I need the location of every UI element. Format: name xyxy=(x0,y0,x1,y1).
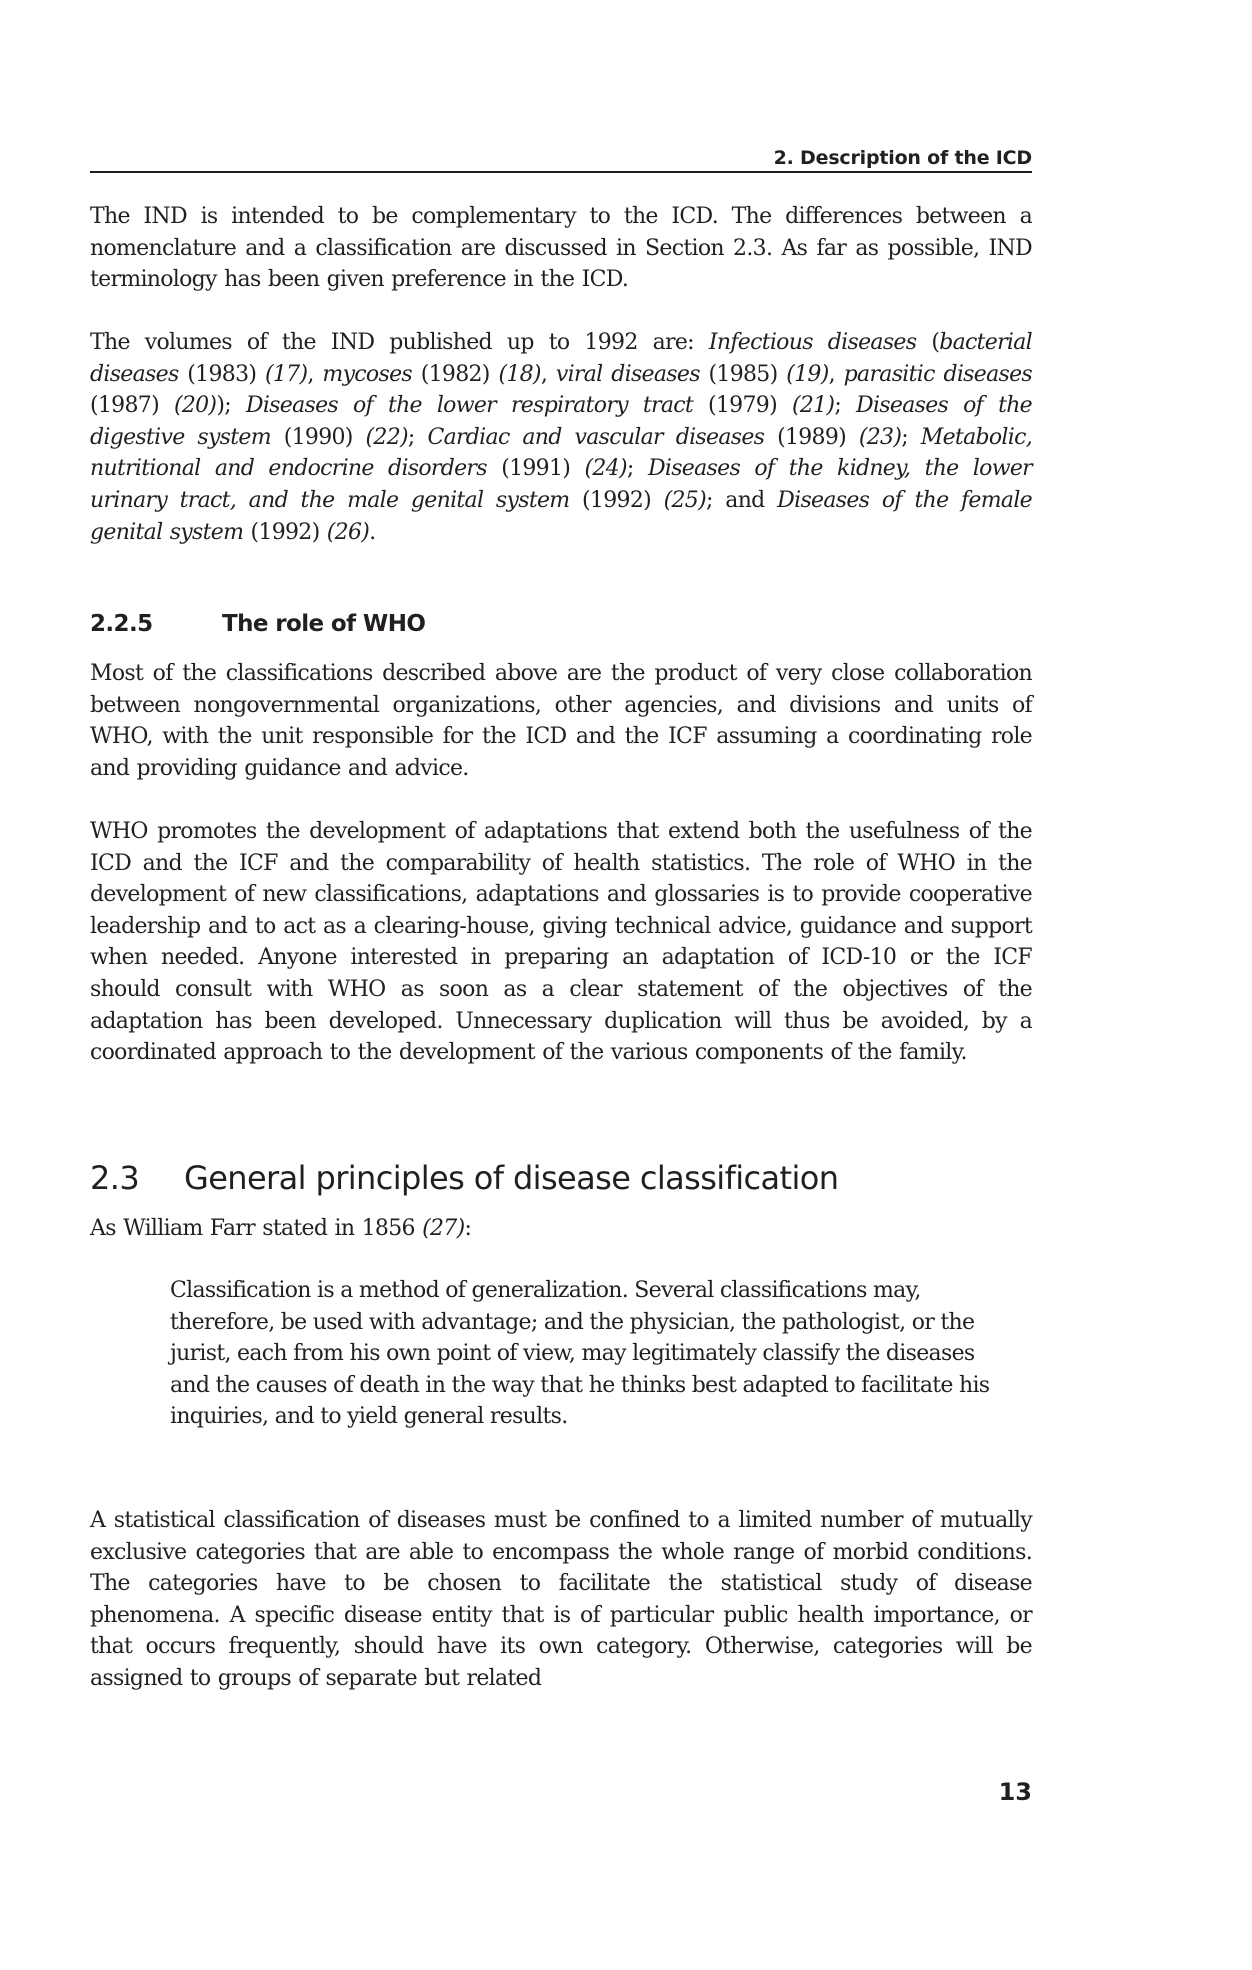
paragraph-ind-volumes: The volumes of the IND published up to 1992 are: Infectious diseases (bacterial diseases (1983) (17), mycoses (1982) (18), viral diseases (1985) (19), parasitic diseases (1987) (20)); Diseases of the lower respiratory tract (1979) (21); Diseases of the digestive system (1990) (22); Cardiac and vascular diseases (1989) (23); Metabolic, nutritional and endocrine disorders (1991) (24); Diseases of the kidney, the lower urinary tract, and the male genital system (1992) (25); and Diseases of the female genital system (1992) (26). xyxy=(90,330,1033,545)
title-parasitic-diseases: parasitic diseases xyxy=(843,361,1033,387)
title-digestive-system: Diseases of the digestive system xyxy=(90,393,1032,450)
reference-18: (18) xyxy=(498,361,541,387)
reference-20: (20) xyxy=(173,393,217,419)
p2-intro: The volumes of the IND published up to 1992 are: xyxy=(90,330,709,355)
section-number: 2.2.5 xyxy=(90,611,153,637)
title-kidney: Diseases of the kidney, the lower urinary tract, and the male genital system xyxy=(90,456,1032,513)
paragraph-classification-collaboration: Most of the classifications described above are the product of very close collaboration between nongovernmental organizations, other agencies, and divisions and units of WHO, with the unit responsible for the ICD and the ICF assuming a coordinating role and providing guidance and advice. xyxy=(90,661,1032,781)
title-lower-respiratory: Diseases of the lower respiratory tract xyxy=(245,393,694,419)
reference-17: (17) xyxy=(265,361,308,387)
section-number: 2.3 xyxy=(90,1159,140,1197)
section-title: General principles of disease classification xyxy=(184,1159,839,1197)
title-mycoses: mycoses xyxy=(322,361,412,387)
title-cardiac-vascular: Cardiac and vascular diseases xyxy=(427,424,765,450)
page-number: 13 xyxy=(998,1778,1032,1806)
title-female-genital: Diseases of the female genital system xyxy=(90,487,1032,545)
paragraph-who-promotes: WHO promotes the development of adaptations that extend both the usefulness of the ICD and the ICF and the comparability of health statistics. The role of WHO in the development of new classifications, adaptations and glossaries is to provide cooperative leadership and to act as a clearing-house, giving technical advice, guidance and support when needed. Anyone interested in preparing an adaptation of ICD-10 or the ICF should consult with WHO as soon as a clear statement of the objectives of the adaptation has been developed. Unnecessary duplication will thus be avoided, by a coordinated approach to the development of the various components of the family. xyxy=(90,819,1032,1066)
title-metabolic: Metabolic, nutritional and endocrine disorders xyxy=(90,424,1032,482)
reference-23: (23) xyxy=(858,424,902,450)
section-heading-2-2-5 xyxy=(90,611,425,637)
running-header: 2. Description of the ICD xyxy=(773,147,1032,169)
paragraph-ind-complementary: The IND is intended to be complementary to the ICD. The differences between a nomenclature and a classification are discussed in Section 2.3. As far as possible, IND terminology has been given preference in the ICD. xyxy=(90,204,1032,293)
reference-25: (25) xyxy=(663,487,706,513)
header-rule xyxy=(90,171,1032,173)
section-heading-2-3 xyxy=(90,1159,838,1197)
title-infectious-diseases: Infectious diseases xyxy=(708,330,917,355)
reference-22: (22) xyxy=(365,424,408,450)
reference-26: (26) xyxy=(326,519,370,545)
paragraph-farr-intro: As William Farr stated in 1856 (27): xyxy=(90,1216,472,1241)
paragraph-statistical-classification: A statistical classification of diseases must be confined to a limited number of mutually exclusive categories that are able to encompass the whole range of morbid conditions. The categories have to be chosen to facilitate the statistical study of disease phenomena. A specific disease entity that is of particular public health importance, or that occurs frequently, should have its own category. Otherwise, categories will be assigned to groups of separate but related xyxy=(90,1508,1032,1691)
title-bacterial-diseases: bacterial diseases xyxy=(90,330,1032,387)
reference-19: (19) xyxy=(786,361,829,387)
block-quote-farr: Classification is a method of generalization. Several classifications may, therefore, be used with advantage; and the physician, the pathologist, or the jurist, each from his own point of view, may legitimately classify the diseases and the causes of death in the way that he thinks best adapted to facilitate his inquiries, and to yield general results. xyxy=(170,1278,990,1430)
reference-21: (21) xyxy=(791,393,835,419)
section-title: The role of WHO xyxy=(222,611,426,637)
title-viral-diseases: viral diseases xyxy=(555,361,700,387)
reference-27: (27) xyxy=(422,1216,465,1241)
reference-24: (24) xyxy=(584,456,627,482)
